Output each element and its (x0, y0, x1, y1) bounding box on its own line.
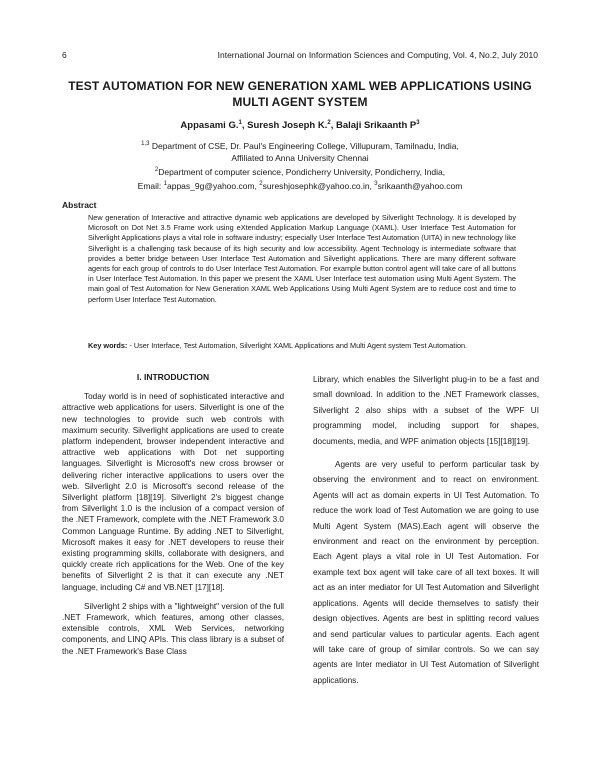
keywords-label: Key words: (88, 341, 128, 350)
paper-title: TEST AUTOMATION FOR NEW GENERATION XAML WEB APPLICATIONS USING MULTI AGENT SYSTEM (68, 79, 532, 109)
affiliation-line (60, 164, 540, 178)
affiliation-text: Department of CSE, Dr. Paul's Engineering College, Villupuram, Tamilnadu, India, (151, 140, 459, 151)
paragraph: Library, which enables the Silverlight plug-in to be a fast and small download. In addition to the .NET Framework classes, Silverlight 2 also ships with a subset of the WPF UI programming model, including support for shapes, documents, media, and WPF animation objects [15][18][19]. (313, 375, 539, 446)
right-column (313, 372, 539, 696)
keywords-text: - User Interface, Test Automation, Silverlight XAML Applications and Multi Agent system Test Automation. (129, 341, 468, 350)
page-number: 6 (62, 50, 67, 60)
paragraph: Silverlight 2 ships with a "lightweight" version of the full .NET Framework, which features, among other classes, extensible controls, XML Web Services, networking components, and LINQ APIs. This class library is a subset of the .NET Framework's Base Class (62, 601, 284, 656)
email-line (60, 178, 540, 192)
affiliation-text: Department of computer science, Pondicherry University, Pondicherry, India, (158, 166, 446, 177)
abstract-heading: Abstract (62, 200, 97, 210)
email-address: srikaanth@yahoo.com (377, 180, 463, 191)
left-column (62, 372, 284, 665)
author-name: Balaji Srikaanth P (335, 120, 417, 132)
email-sup: 1 (163, 180, 167, 187)
abstract-text: New generation of Interactive and attractive dynamic web applications are developed by Silverlight Technology. It is developed by Microsoft on Dot Net 3.5 Frame work using eXtended Application Markup Language (XAML). User Interface Test Automation for Silverlight Applications plays a vital role in software industry; especially User Interface Test Automation (UITA) in new technology like Silverlight is a challenging task because of its high security and low accessibility. Agent Technology is intermediate software that provides a better bridge between User Interface Test Automation and Silverlight applications. There are many different software agents for each group of controls to do User Interface Test Automation. For example button control agent will take care of all buttons in User Interface Test Automation. In this paper we present the XAML User Interface test automation using Multi Agent System. The main goal of Test Automation for New Generation XAML Web Applications Using Multi Agent System are to reduce cost and time to perform User Interface Test Automation. (88, 213, 516, 304)
email-address: appas_9g@yahoo.com, (167, 180, 257, 191)
email-sup: 2 (259, 180, 263, 187)
affiliation-line: Affiliated to Anna University Chennai (231, 152, 369, 163)
author-list: Appasami G.$^1$, Suresh Joseph K.$^2$, Balaji Srikaanth $P^3$ (180, 120, 420, 132)
author-sup: 3 (416, 120, 420, 126)
email-address: sureshjosephk@yahoo.co.in, (262, 180, 372, 191)
keywords (88, 341, 516, 351)
author-sup: 2 (327, 120, 331, 126)
email-label: Email: (137, 180, 162, 191)
affiliation-line (60, 138, 540, 152)
running-header (62, 50, 538, 64)
author-name: Suresh Joseph K. (247, 120, 328, 132)
email-sup: 3 (374, 180, 378, 187)
section-heading: I. INTRODUCTION (136, 372, 210, 382)
paragraph: Today world is in need of sophisticated interactive and attractive web applications for users. Silverlight is one of the new technologies to provide such web controls with maximum security. Silverlight applications are used to create platform independent, browser independent interactive and attractive web applications with Dot net supporting languages. Silverlight is Microsoft's new cross browser or delivering richer interactive applications to users over the web. Silverlight 2.0 is Microsoft's second release of the Silverlight platform [18][19]. Silverlight 2's biggest change from Silverlight 1.0 is the inclusion of a compact version of the .NET Framework, complete with the .NET Framework 3.0 Common Language Runtime. By adding .NET to Silverlight, Microsoft makes it easy for .NET developers to reuse their existing programming skills, collaborate with designers, and quickly create rich applications for the Web. One of the key benefits of Silverlight 2 is that it can execute any .NET language, including C# and VB.NET [17][18]. (62, 392, 284, 592)
journal-citation: International Journal on Information Sciences and Computing, Vol. 4, No.2, July 2010 (217, 50, 538, 60)
affiliation-sup: 1,3 (141, 141, 150, 147)
affiliations (60, 138, 540, 191)
paragraph: Agents are very useful to perform particular task by observing the environment and to react on environment. Agents will act as domain experts in UI Test Automation. To reduce the work load of Test Automation we are going to use Multi Agent System (MAS).Each agent will observe the environment and react on the environment by perception. Each Agent plays a vital role in UI Test Automation. For example text box agent will take care of all text boxes. It will act as an inter mediator for UI Test Automation and Silverlight applications. Agents will decide themselves to satisfy their design objectives. Agents are best in splitting record values and send particular values to particular agents. Each agent will take care of group of similar controls. So we can say agents are Inter mediator in UI Test Automation of Silverlight applications. (313, 460, 539, 685)
author-sup: 1 (238, 120, 242, 126)
affiliation-sup: 2 (154, 166, 159, 173)
author-name: Appasami G. (180, 120, 239, 132)
